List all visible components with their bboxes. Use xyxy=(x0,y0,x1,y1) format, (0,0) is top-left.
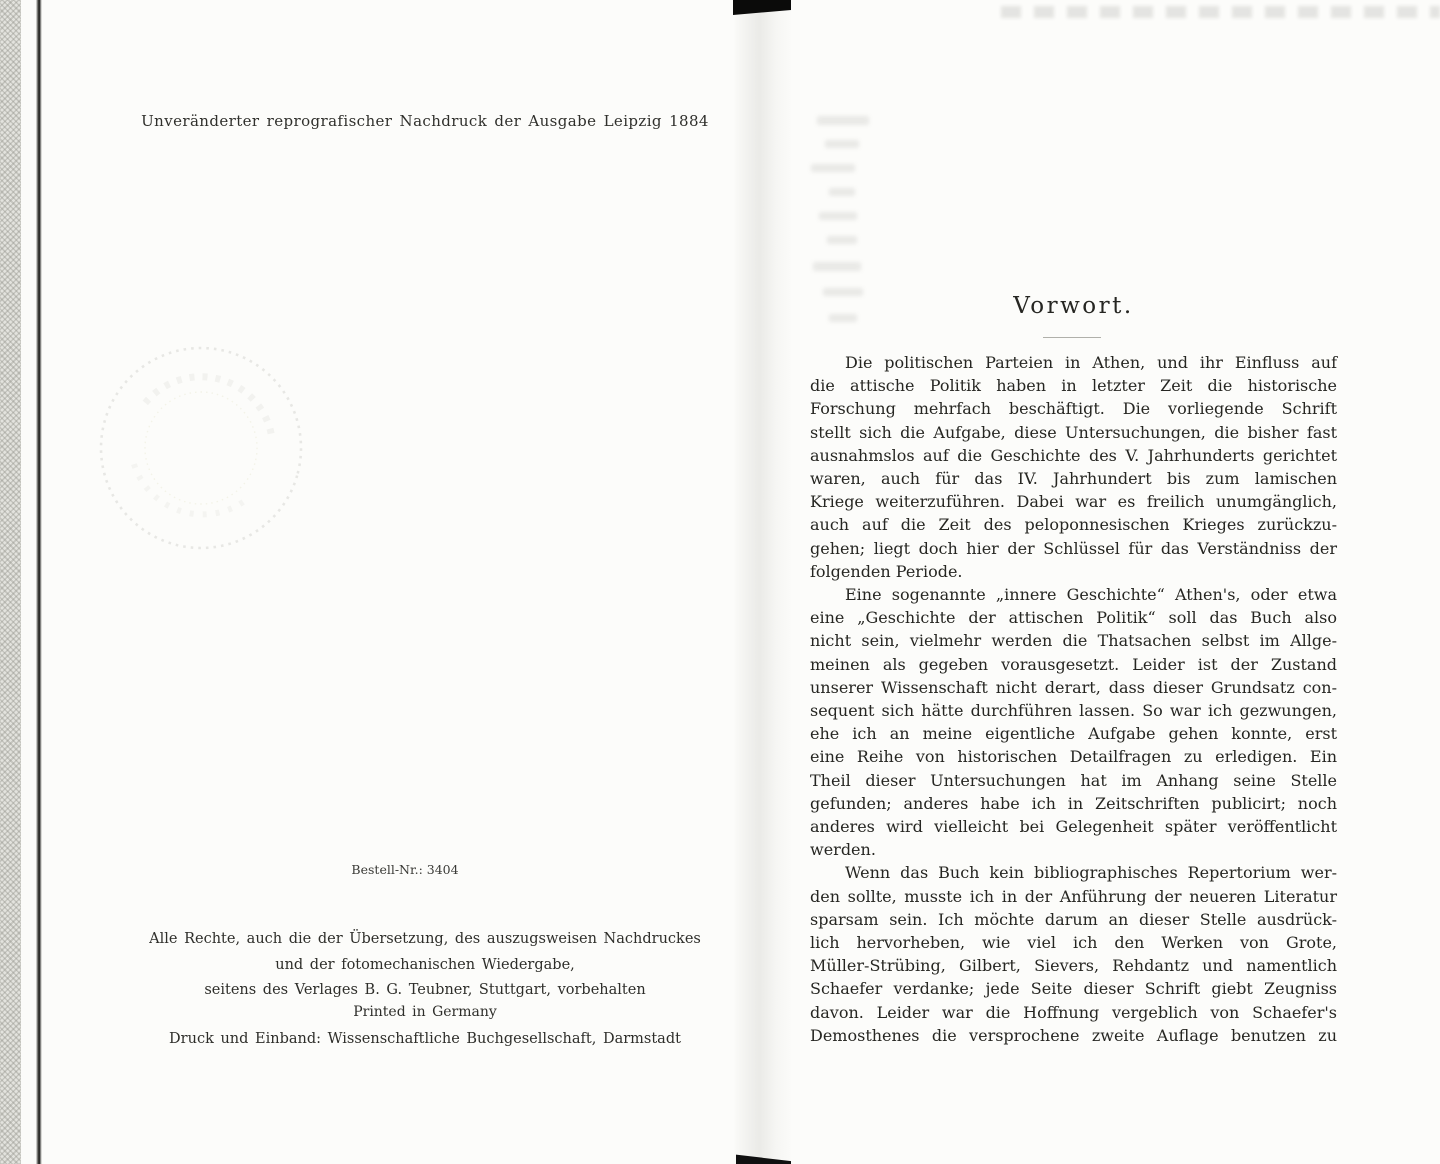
text-line: auch auf die Zeit des peloponnesischen Krieges zurückzu- xyxy=(810,515,1337,535)
paragraph xyxy=(810,351,1337,583)
rights-notice xyxy=(57,927,793,1004)
text-line: meinen als gegeben vorausgesetzt. Leider ist der Zustand xyxy=(810,654,1337,674)
printed-in-germany: Printed in Germany xyxy=(353,1004,497,1020)
text-line: nicht sein, vielmehr werden die Thatsachen selbst im Allge- xyxy=(810,631,1337,651)
paragraph xyxy=(810,583,1337,861)
printer-credit: Druck und Einband: Wissenschaftliche Buchgesellschaft, Darmstadt xyxy=(169,1031,681,1047)
text-line: Wenn das Buch kein bibliographisches Repertorium wer- xyxy=(845,863,1337,883)
text-line: Forschung mehrfach beschäftigt. Die vorliegende Schrift xyxy=(810,399,1337,419)
text-line: unserer Wissenschaft nicht derart, dass dieser Grundsatz con- xyxy=(810,677,1337,697)
rights-line: Alle Rechte, auch die der Übersetzung, des auszugsweisen Nachdruckes xyxy=(149,931,701,947)
rights-line: und der fotomechanischen Wiedergabe, xyxy=(275,956,575,973)
right-page xyxy=(791,0,1440,1164)
text-line: ehe ich an meine eigentliche Aufgabe gehen konnte, erst xyxy=(810,724,1337,744)
text-line: davon. Leider war die Hoffnung vergeblich von Schaefer's xyxy=(810,1002,1337,1022)
text-line: anderes wird vielleicht bei Gelegenheit später veröffentlicht xyxy=(810,817,1337,837)
text-line: Demosthenes die versprochene zweite Auflage benutzen zu xyxy=(810,1025,1337,1045)
rights-line: seitens des Verlages B. G. Teubner, Stuttgart, vorbehalten xyxy=(204,982,646,998)
text-line: folgenden Periode. xyxy=(810,561,963,581)
text-line: stellt sich die Aufgabe, diese Untersuchungen, die bisher fast xyxy=(810,422,1337,442)
paragraph xyxy=(810,861,1337,1047)
preface-title: Vorwort. xyxy=(1013,293,1134,319)
text-line: den sollte, musste ich in der Anführung der neueren Literatur xyxy=(810,886,1337,906)
preface-paragraphs xyxy=(810,351,1337,1047)
binding-fabric-strip xyxy=(0,0,21,1164)
text-line: Eine sogenannte „innere Geschichte“ Athen's, oder etwa xyxy=(845,585,1337,605)
text-line: eine Reihe von historischen Detailfragen zu erledigen. Ein xyxy=(810,747,1337,767)
text-line: Theil dieser Untersuchungen hat im Anhang seine Stelle xyxy=(810,770,1337,790)
left-page xyxy=(42,0,735,1164)
text-line: eine „Geschichte der attischen Politik“ soll das Buch also xyxy=(810,608,1337,628)
text-line: gehen; liegt doch hier der Schlüssel für das Verständniss der xyxy=(810,538,1337,558)
text-line: Die politischen Parteien in Athen, und ihr Einfluss auf xyxy=(845,353,1337,372)
gutter-shadow xyxy=(733,0,791,1164)
show-through-band xyxy=(1001,6,1440,18)
text-line: gefunden; anderes habe ich in Zeitschriften publicirt; noch xyxy=(810,793,1337,813)
text-line: Müller-Strübing, Gilbert, Sievers, Rehdantz und namentlich xyxy=(810,956,1337,976)
text-line: ausnahmslos auf die Geschichte des V. Jahrhunderts gerichtet xyxy=(810,445,1337,465)
text-line: Schaefer verdanke; jede Seite dieser Schrift giebt Zeugniss xyxy=(810,979,1337,999)
reprint-notice: Unveränderter reprografischer Nachdruck der Ausgabe Leipzig 1884 xyxy=(141,112,709,130)
title-rule xyxy=(1043,337,1101,338)
text-line: die attische Politik haben in letzter Zeit die historische xyxy=(810,376,1337,396)
text-line: sparsam sein. Ich möchte darum an dieser Stelle ausdrück- xyxy=(810,909,1337,929)
text-line: waren, auch für das IV. Jahrhundert bis zum lamischen xyxy=(810,469,1337,489)
text-line: lich hervorheben, wie viel ich den Werken von Grote, xyxy=(810,933,1337,953)
library-stamp xyxy=(70,317,332,579)
text-line: Kriege weiterzuführen. Dabei war es freilich unumgänglich, xyxy=(810,492,1337,512)
text-line: werden. xyxy=(810,840,876,860)
text-line: sequent sich hätte durchführen lassen. So war ich gezwungen, xyxy=(810,701,1337,721)
order-number: Bestell-Nr.: 3404 xyxy=(351,862,459,877)
